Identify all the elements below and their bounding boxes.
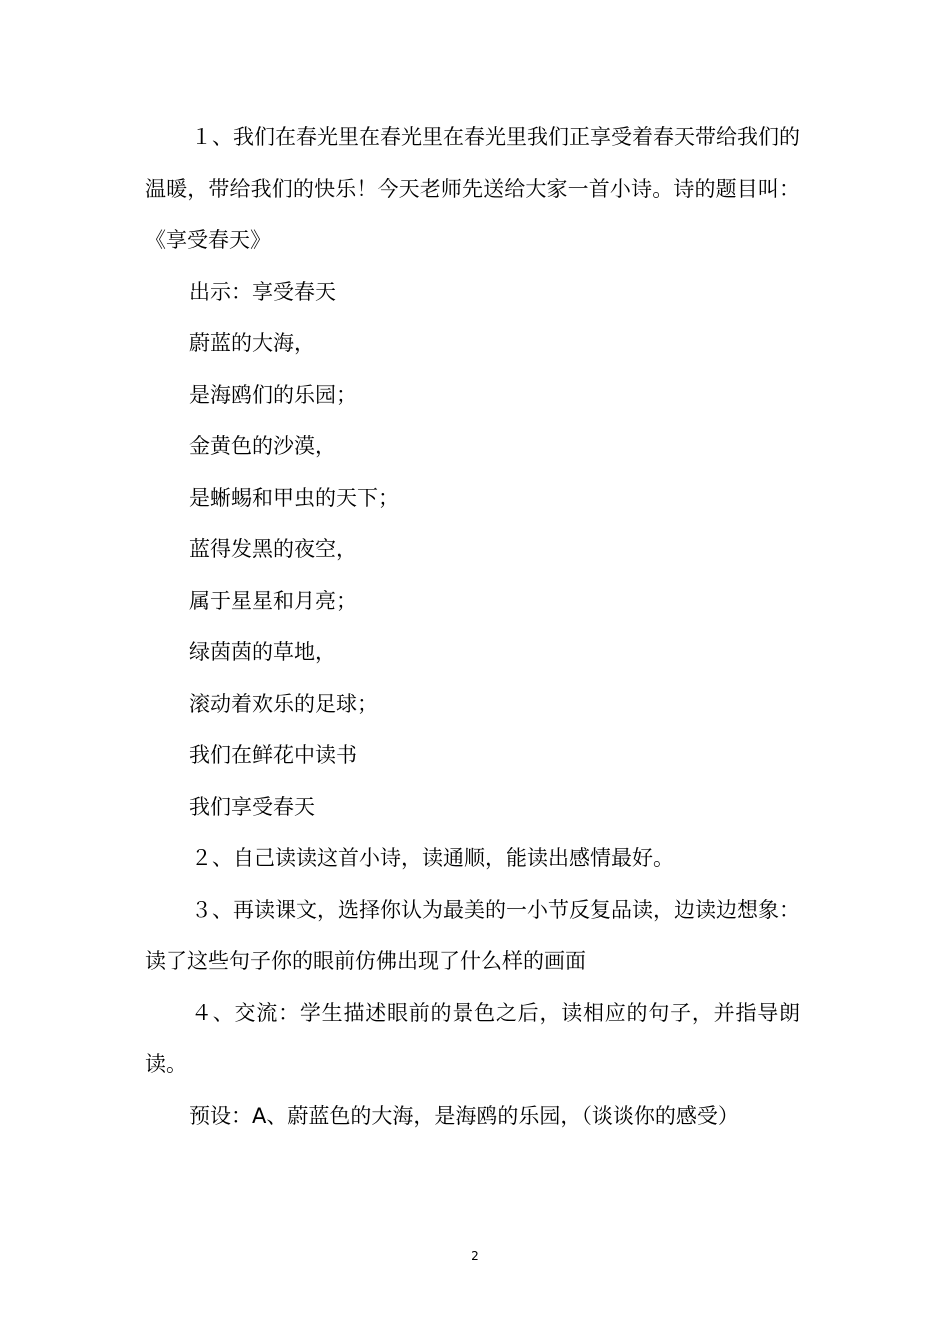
poem-line: 金黄色的沙漠， (189, 434, 336, 458)
paragraph-show-title: 出示：享受春天 (189, 279, 336, 304)
poem-line: 是海鸥们的乐园； (189, 382, 357, 407)
poem-line: 绿茵茵的草地， (189, 640, 336, 664)
page-number: 2 (471, 1249, 479, 1263)
poem-line: 蓝得发黑的夜空， (189, 537, 357, 561)
paragraph-step-4: ４、交流：学生描述眼前的景色之后，读相应的句子，并指导朗读。 (145, 1000, 800, 1076)
poem-line: 是蜥蜴和甲虫的天下； (189, 485, 399, 510)
poem-line: 我们享受春天 (189, 794, 315, 819)
poem-line: 我们在鲜花中读书 (189, 743, 357, 767)
paragraph-step-2: ２、自己读读这首小诗，读通顺，能读出感情最好。 (191, 846, 674, 870)
paragraph-preset: 预设：A、蔚蓝色的大海，是海鸥的乐园，（谈谈你的感受） (189, 1103, 739, 1128)
paragraph-step-3: ３、再读课文，选择你认为最美的一小节反复品读，边读边想象：读了这些句子你的眼前仿佛出现了什么样的画面 (145, 897, 800, 973)
poem-line: 蔚蓝的大海， (189, 331, 315, 355)
poem-line: 滚动着欢乐的足球； (189, 691, 378, 716)
paragraph-intro: １、我们在春光里在春光里在春光里我们正享受着春天带给我们的温暖，带给我们的快乐！今天老师先送给大家一首小诗。诗的题目叫：《享受春天》 (145, 125, 800, 252)
poem-line: 属于星星和月亮； (189, 588, 357, 613)
document-body (145, 112, 800, 1142)
